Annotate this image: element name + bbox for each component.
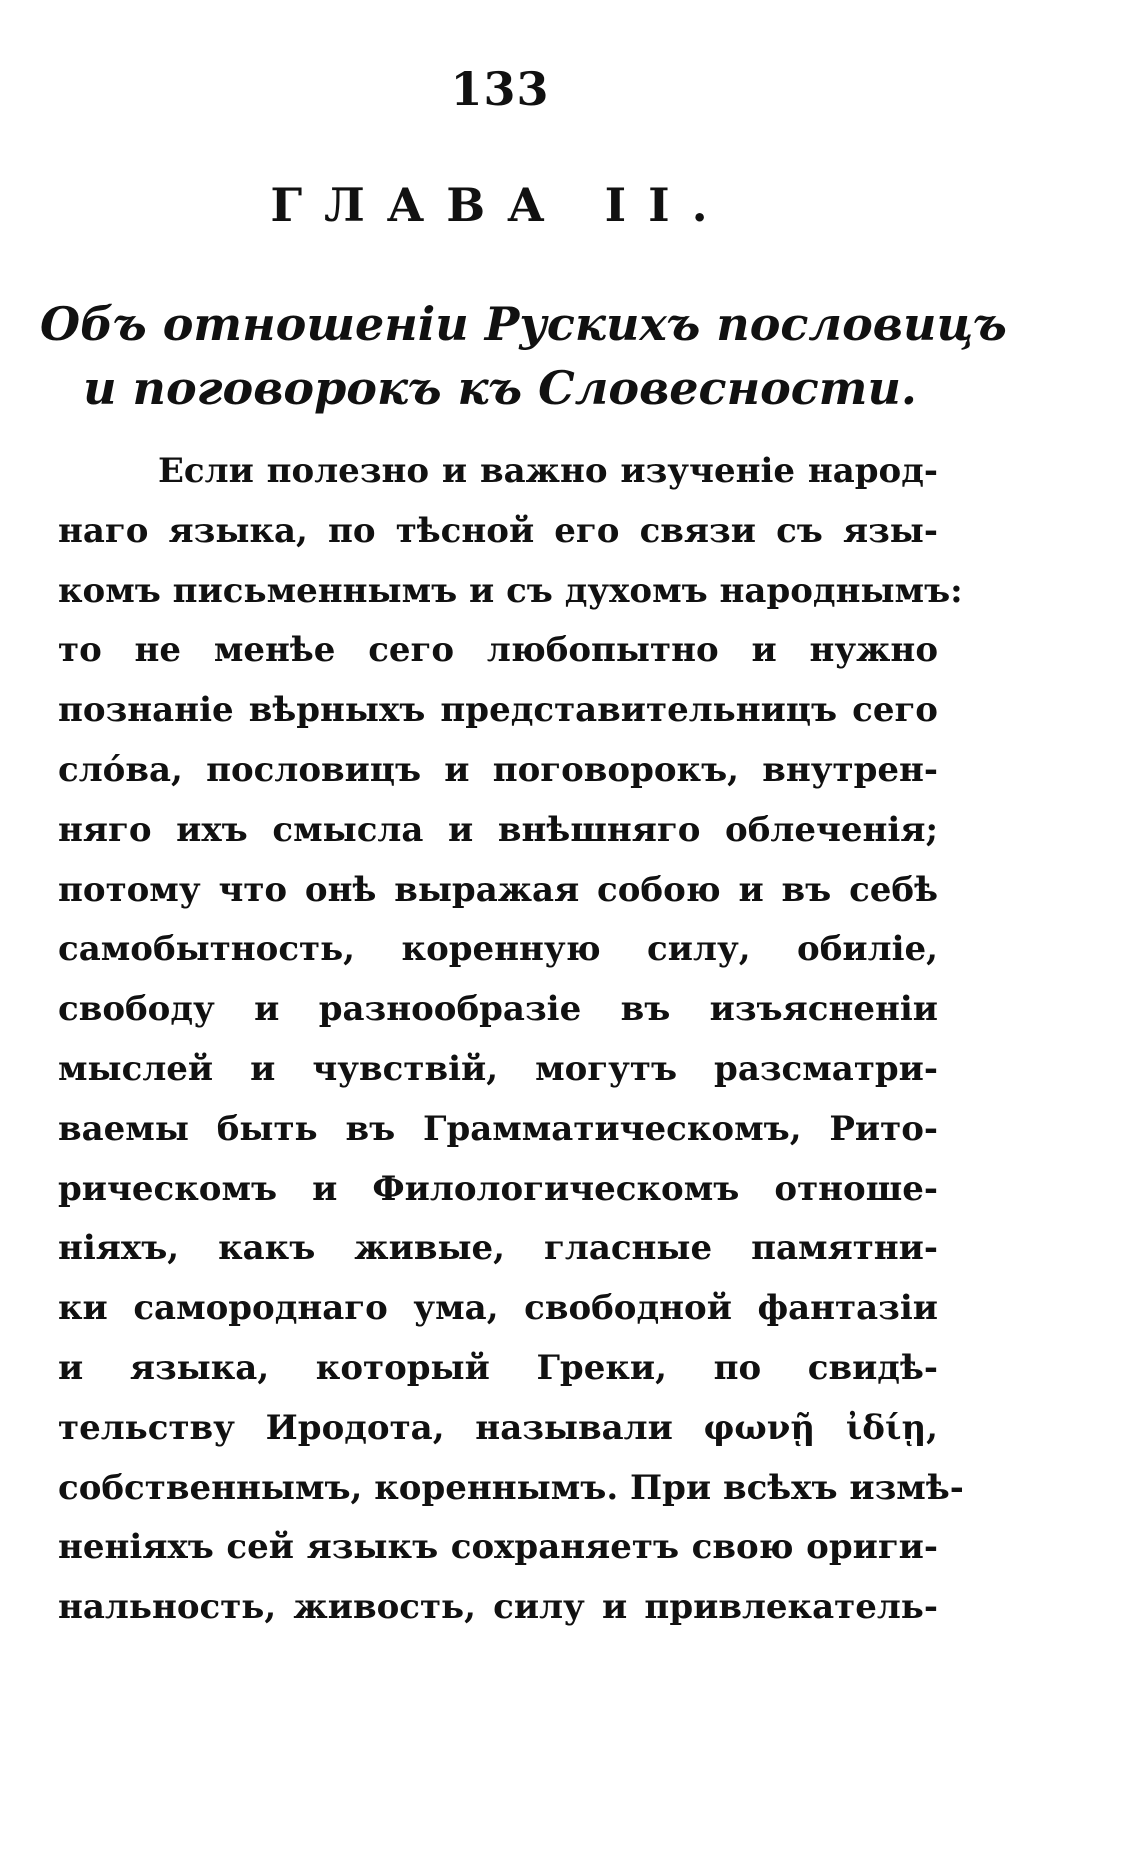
chapter-title-line: Объ отношеніи Рускихъ пословицъ bbox=[40, 297, 1007, 351]
body-line: ки самороднаго ума, свободной фантазіи bbox=[58, 1288, 938, 1329]
chapter-heading: ГЛАВА II. bbox=[270, 178, 730, 232]
body-line: самобытность, коренную силу, обиліе, bbox=[58, 929, 938, 970]
body-line: неніяхъ сей языкъ сохраняетъ свою ориги- bbox=[58, 1527, 938, 1568]
chapter-title bbox=[40, 292, 1007, 420]
page-number: 133 bbox=[450, 62, 550, 116]
chapter-title-line: и поговорокъ къ Словесности. bbox=[83, 361, 917, 415]
body-line: то не менѣе сего любопытно и нужно bbox=[58, 630, 938, 671]
body-line: ніяхъ, какъ живые, гласные памятни- bbox=[58, 1228, 938, 1269]
body-line: нальность, живость, силу и привлекатель- bbox=[58, 1587, 938, 1628]
body-line: потому что онѣ выражая собою и въ себѣ bbox=[58, 869, 938, 910]
body-line: мыслей и чувствій, могутъ разсматри- bbox=[58, 1048, 938, 1089]
body-line: тельству Иродота, называли φωνῇ ἰδίῃ, bbox=[58, 1407, 938, 1448]
body-line: рическомъ и Филологическомъ отноше- bbox=[58, 1168, 938, 1209]
body-line: слóва, пословицъ и поговорокъ, внутрен- bbox=[58, 749, 938, 790]
body-text bbox=[58, 442, 964, 1638]
body-line: и языка, который Греки, по свидѣ- bbox=[58, 1347, 938, 1388]
body-line: свободу и разнообразіе въ изъясненіи bbox=[58, 989, 938, 1030]
body-line: собственнымъ, кореннымъ. При всѣхъ измѣ- bbox=[58, 1467, 964, 1508]
body-line: Если полезно и важно изученіе народ- bbox=[158, 451, 938, 491]
body-line: комъ письменнымъ и съ духомъ народнымъ: bbox=[58, 570, 963, 611]
body-line: познаніе вѣрныхъ представительницъ сего bbox=[58, 690, 938, 731]
body-line: наго языка, по тѣсной его связи съ язы- bbox=[58, 510, 938, 551]
body-line: ваемы быть въ Грамматическомъ, Рито- bbox=[58, 1108, 938, 1149]
body-line: няго ихъ смысла и внѣшняго облеченія; bbox=[58, 809, 938, 850]
